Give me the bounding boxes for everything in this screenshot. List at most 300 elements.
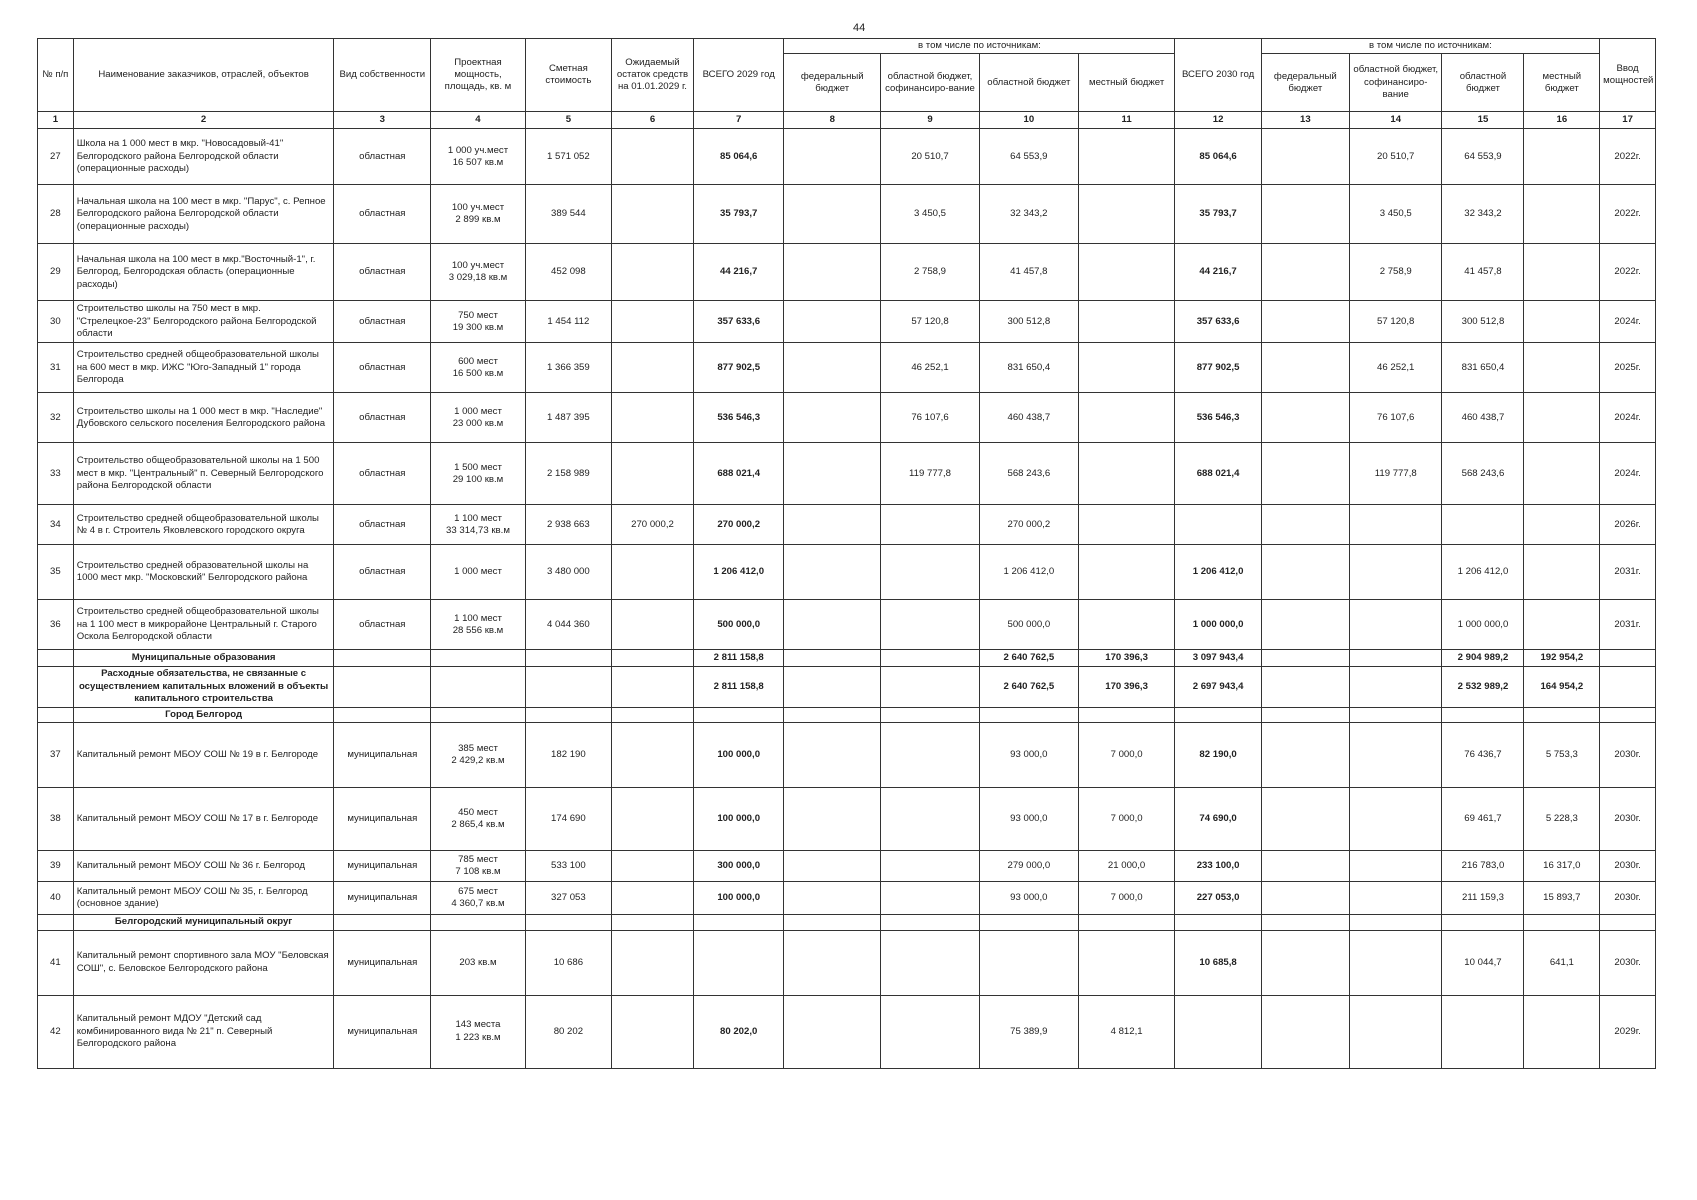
table-cell (1524, 545, 1600, 600)
section-row (38, 915, 1656, 930)
table-cell (1261, 343, 1349, 393)
table-row (38, 301, 1656, 343)
table-cell: 460 438,7 (1442, 393, 1524, 443)
table-cell: областная (334, 393, 431, 443)
table-cell: Строительство школы на 750 мест в мкр. "Стрелецкое-23" Белгородского района Белгородской области (73, 301, 334, 343)
table-cell: 300 000,0 (693, 851, 783, 882)
table-cell: 357 633,6 (1175, 301, 1261, 343)
table-cell (525, 667, 611, 707)
table-cell: 300 512,8 (1442, 301, 1524, 343)
table-cell (784, 505, 881, 545)
table-cell (693, 707, 783, 722)
table-cell: 2024г. (1600, 393, 1656, 443)
table-cell: муниципальная (334, 723, 431, 788)
table-cell: 2 532 989,2 (1442, 667, 1524, 707)
column-number: 8 (784, 112, 881, 129)
table-cell (881, 650, 980, 667)
table-cell: 32 (38, 393, 74, 443)
header-sources-2029: в том числе по источникам: (784, 39, 1175, 54)
table-cell (1349, 707, 1442, 722)
table-cell: Капитальный ремонт МБОУ СОШ № 19 в г. Белгороде (73, 723, 334, 788)
table-cell: 1 000 мест 23 000 кв.м (431, 393, 526, 443)
table-cell (431, 707, 526, 722)
header-federal-2030: федеральный бюджет (1261, 54, 1349, 112)
table-cell: 76 107,6 (881, 393, 980, 443)
table-cell (1261, 505, 1349, 545)
table-cell (611, 343, 693, 393)
table-cell (881, 505, 980, 545)
table-cell: 2 938 663 (525, 505, 611, 545)
table-cell: 40 (38, 882, 74, 915)
table-cell: 500 000,0 (979, 600, 1078, 650)
table-cell: Муниципальные образования (73, 650, 334, 667)
table-cell: 31 (38, 343, 74, 393)
table-row (38, 244, 1656, 301)
table-cell: 1 206 412,0 (693, 545, 783, 600)
table-cell (1261, 443, 1349, 505)
table-cell (611, 393, 693, 443)
table-cell (1261, 788, 1349, 851)
table-cell (979, 707, 1078, 722)
table-cell: 688 021,4 (693, 443, 783, 505)
table-cell (38, 707, 74, 722)
table-cell (611, 650, 693, 667)
table-cell (1524, 343, 1600, 393)
table-cell (1524, 915, 1600, 930)
table-cell: 20 510,7 (1349, 129, 1442, 185)
table-cell (431, 667, 526, 707)
table-cell (1261, 545, 1349, 600)
table-cell: 2 758,9 (1349, 244, 1442, 301)
table-cell: 1 000 000,0 (1175, 600, 1261, 650)
table-cell (784, 788, 881, 851)
table-cell (1524, 443, 1600, 505)
table-cell (1078, 930, 1175, 995)
table-cell (881, 915, 980, 930)
table-cell: 46 252,1 (1349, 343, 1442, 393)
section-row (38, 707, 1656, 722)
table-cell: 182 190 (525, 723, 611, 788)
table-cell (784, 129, 881, 185)
table-cell: Город Белгород (73, 707, 334, 722)
table-cell (1078, 129, 1175, 185)
table-cell: 15 893,7 (1524, 882, 1600, 915)
header-commission: Ввод мощностей (1600, 39, 1656, 112)
table-cell (784, 343, 881, 393)
column-number: 7 (693, 112, 783, 129)
table-cell: 2 904 989,2 (1442, 650, 1524, 667)
header-ownership: Вид собственности (334, 39, 431, 112)
table-cell: 2031г. (1600, 545, 1656, 600)
table-cell (334, 650, 431, 667)
table-cell: 44 216,7 (1175, 244, 1261, 301)
column-number: 9 (881, 112, 980, 129)
table-cell (334, 915, 431, 930)
table-row (38, 788, 1656, 851)
table-cell: Начальная школа на 100 мест в мкр."Восточный-1", г. Белгород, Белгородская область (операционные расходы) (73, 244, 334, 301)
table-cell (1349, 882, 1442, 915)
table-cell (784, 723, 881, 788)
table-cell (1349, 723, 1442, 788)
header-regional-cofin-2030: областной бюджет, софинансиро-вание (1349, 54, 1442, 112)
table-cell (1261, 244, 1349, 301)
table-cell (38, 667, 74, 707)
table-cell: Строительство средней общеобразовательной школы на 600 мест в мкр. ИЖС "Юго-Западный 1" города Белгорода (73, 343, 334, 393)
table-cell: 2 811 158,8 (693, 667, 783, 707)
table-cell: 64 553,9 (1442, 129, 1524, 185)
table-cell: 2022г. (1600, 129, 1656, 185)
table-cell: Строительство средней общеобразовательной школы № 4 в г. Строитель Яковлевского городского округа (73, 505, 334, 545)
column-number: 14 (1349, 112, 1442, 129)
table-cell: 831 650,4 (1442, 343, 1524, 393)
header-federal-2029: федеральный бюджет (784, 54, 881, 112)
table-cell (1261, 393, 1349, 443)
table-cell: 2022г. (1600, 244, 1656, 301)
header-total-2029: ВСЕГО 2029 год (693, 39, 783, 112)
table-cell: 1 500 мест 29 100 кв.м (431, 443, 526, 505)
page-number: 44 (853, 22, 866, 34)
table-cell: 7 000,0 (1078, 788, 1175, 851)
table-cell: 170 396,3 (1078, 650, 1175, 667)
table-cell: 1 000 уч.мест 16 507 кв.м (431, 129, 526, 185)
table-row (38, 505, 1656, 545)
header-local-2029: местный бюджет (1078, 54, 1175, 112)
column-number: 6 (611, 112, 693, 129)
table-cell: 27 (38, 129, 74, 185)
table-cell: 100 уч.мест 2 899 кв.м (431, 185, 526, 244)
table-cell (979, 915, 1078, 930)
table-cell (611, 882, 693, 915)
table-cell: 2031г. (1600, 600, 1656, 650)
table-cell: 4 044 360 (525, 600, 611, 650)
table-cell: Белгородский муниципальный округ (73, 915, 334, 930)
table-cell: 85 064,6 (1175, 129, 1261, 185)
table-cell: 69 461,7 (1442, 788, 1524, 851)
table-cell: 2030г. (1600, 930, 1656, 995)
table-cell (1524, 393, 1600, 443)
table-cell: 2 640 762,5 (979, 667, 1078, 707)
table-cell: 100 000,0 (693, 723, 783, 788)
table-cell (881, 788, 980, 851)
table-cell (784, 600, 881, 650)
table-cell: 1 487 395 (525, 393, 611, 443)
table-cell: 74 690,0 (1175, 788, 1261, 851)
table-cell: 2 758,9 (881, 244, 980, 301)
table-cell (784, 915, 881, 930)
table-cell: областная (334, 301, 431, 343)
table-cell: 76 107,6 (1349, 393, 1442, 443)
table-cell: 2 697 943,4 (1175, 667, 1261, 707)
table-cell (784, 244, 881, 301)
table-cell (881, 930, 980, 995)
table-cell: 82 190,0 (1175, 723, 1261, 788)
table-cell: 93 000,0 (979, 882, 1078, 915)
table-cell (611, 244, 693, 301)
table-cell: 10 685,8 (1175, 930, 1261, 995)
table-cell (1175, 915, 1261, 930)
table-cell: 1 454 112 (525, 301, 611, 343)
table-cell (1078, 244, 1175, 301)
table-cell (1261, 995, 1349, 1068)
table-row (38, 185, 1656, 244)
table-cell: 2024г. (1600, 301, 1656, 343)
table-cell (611, 545, 693, 600)
table-cell (525, 650, 611, 667)
table-cell: 100 000,0 (693, 882, 783, 915)
table-row (38, 443, 1656, 505)
table-cell (693, 915, 783, 930)
table-cell (38, 650, 74, 667)
table-cell (1175, 995, 1261, 1068)
table-cell: 143 места 1 223 кв.м (431, 995, 526, 1068)
table-cell: Строительство школы на 1 000 мест в мкр. "Наследие" Дубовского сельского поселения Белгородского района (73, 393, 334, 443)
table-cell: 35 793,7 (693, 185, 783, 244)
column-number: 3 (334, 112, 431, 129)
table-cell (1524, 505, 1600, 545)
table-cell (881, 851, 980, 882)
table-cell: 270 000,2 (693, 505, 783, 545)
table-cell: 785 мест 7 108 кв.м (431, 851, 526, 882)
table-cell (1349, 788, 1442, 851)
table-cell: 1 000 мест (431, 545, 526, 600)
table-cell (881, 545, 980, 600)
table-cell (1261, 915, 1349, 930)
table-cell (1524, 600, 1600, 650)
table-cell: 35 (38, 545, 74, 600)
table-cell: 389 544 (525, 185, 611, 244)
table-row (38, 343, 1656, 393)
table-cell (611, 185, 693, 244)
table-cell: муниципальная (334, 788, 431, 851)
table-cell: 100 000,0 (693, 788, 783, 851)
table-cell: 93 000,0 (979, 723, 1078, 788)
column-number: 11 (1078, 112, 1175, 129)
table-cell (1349, 930, 1442, 995)
table-body (38, 129, 1656, 1068)
table-row (38, 129, 1656, 185)
table-cell (1078, 393, 1175, 443)
table-cell (784, 393, 881, 443)
column-number: 1 (38, 112, 74, 129)
investment-table (37, 38, 1656, 1069)
column-number: 4 (431, 112, 526, 129)
table-cell (1442, 995, 1524, 1068)
table-cell: 21 000,0 (1078, 851, 1175, 882)
table-cell: 28 (38, 185, 74, 244)
table-cell: 4 812,1 (1078, 995, 1175, 1068)
table-cell (881, 707, 980, 722)
table-cell: 5 753,3 (1524, 723, 1600, 788)
table-cell (784, 185, 881, 244)
table-cell: 42 (38, 995, 74, 1068)
table-cell (611, 707, 693, 722)
header-sources-2030: в том числе по источникам: (1261, 39, 1600, 54)
table-cell (1078, 545, 1175, 600)
table-cell: 38 (38, 788, 74, 851)
table-cell: муниципальная (334, 882, 431, 915)
table-cell: 600 мест 16 500 кв.м (431, 343, 526, 393)
table-cell: 675 мест 4 360,7 кв.м (431, 882, 526, 915)
table-cell (431, 650, 526, 667)
table-cell: 29 (38, 244, 74, 301)
table-cell: 327 053 (525, 882, 611, 915)
table-cell (1524, 244, 1600, 301)
table-cell (784, 930, 881, 995)
table-row (38, 723, 1656, 788)
header-local-2030: местный бюджет (1524, 54, 1600, 112)
table-cell: 1 206 412,0 (979, 545, 1078, 600)
table-cell (611, 930, 693, 995)
table-cell (1261, 129, 1349, 185)
table-cell (1175, 707, 1261, 722)
table-cell: Начальная школа на 100 мест в мкр. "Парус", с. Репное Белгородского района Белгородской области (операционные расходы) (73, 185, 334, 244)
table-cell (881, 995, 980, 1068)
table-cell: 2030г. (1600, 882, 1656, 915)
table-cell: 279 000,0 (979, 851, 1078, 882)
table-cell (784, 667, 881, 707)
table-cell: 877 902,5 (1175, 343, 1261, 393)
table-cell: 452 098 (525, 244, 611, 301)
table-cell: 2 811 158,8 (693, 650, 783, 667)
table-cell (784, 882, 881, 915)
table-cell: 3 097 943,4 (1175, 650, 1261, 667)
table-cell (611, 995, 693, 1068)
table-cell: 192 954,2 (1524, 650, 1600, 667)
column-number: 17 (1600, 112, 1656, 129)
table-cell (1524, 995, 1600, 1068)
table-cell: 270 000,2 (611, 505, 693, 545)
table-cell: 41 457,8 (1442, 244, 1524, 301)
header-name: Наименование заказчиков, отраслей, объектов (73, 39, 334, 112)
table-row (38, 600, 1656, 650)
table-cell: Строительство средней образовательной школы на 1000 мест мкр. "Московский" Белгородского района (73, 545, 334, 600)
table-cell (611, 723, 693, 788)
table-row (38, 851, 1656, 882)
table-cell: 7 000,0 (1078, 882, 1175, 915)
table-cell (1600, 650, 1656, 667)
column-number: 13 (1261, 112, 1349, 129)
table-cell: 100 уч.мест 3 029,18 кв.м (431, 244, 526, 301)
table-cell: 10 686 (525, 930, 611, 995)
header-total-2030: ВСЕГО 2030 год (1175, 39, 1261, 112)
table-cell (1349, 545, 1442, 600)
table-cell (881, 600, 980, 650)
table-cell (1261, 650, 1349, 667)
table-cell: 1 206 412,0 (1175, 545, 1261, 600)
header-regional-cofin-2029: областной бюджет, софинансиро-вание (881, 54, 980, 112)
table-cell (1261, 301, 1349, 343)
table-cell (1261, 882, 1349, 915)
table-cell: Строительство средней общеобразовательной школы на 1 100 мест в микрорайоне Центральный г. Старого Оскола Белгородской области (73, 600, 334, 650)
table-cell (1600, 707, 1656, 722)
table-cell: 170 396,3 (1078, 667, 1175, 707)
table-cell: 500 000,0 (693, 600, 783, 650)
table-cell (611, 915, 693, 930)
table-cell (1078, 600, 1175, 650)
table-cell (525, 707, 611, 722)
table-cell (1078, 443, 1175, 505)
table-cell (1078, 343, 1175, 393)
table-cell: 1 100 мест 28 556 кв.м (431, 600, 526, 650)
header-num: № п/п (38, 39, 74, 112)
table-cell: 41 457,8 (979, 244, 1078, 301)
table-row (38, 393, 1656, 443)
table-cell: 32 343,2 (979, 185, 1078, 244)
table-cell: 568 243,6 (979, 443, 1078, 505)
table-cell (1349, 600, 1442, 650)
header-remaining: Ожидаемый остаток средств на 01.01.2029 г. (611, 39, 693, 112)
table-cell (1261, 600, 1349, 650)
table-cell (693, 930, 783, 995)
table-cell: 80 202,0 (693, 995, 783, 1068)
table-cell: Капитальный ремонт спортивного зала МОУ "Беловская СОШ", с. Беловское Белгородского района (73, 930, 334, 995)
table-cell: Капитальный ремонт МДОУ "Детский сад комбинированного вида № 21" п. Северный Белгородского района (73, 995, 334, 1068)
table-cell (1349, 505, 1442, 545)
table-cell (611, 301, 693, 343)
table-cell: муниципальная (334, 851, 431, 882)
table-cell: 300 512,8 (979, 301, 1078, 343)
summary-row (38, 650, 1656, 667)
column-number: 5 (525, 112, 611, 129)
table-cell (1261, 723, 1349, 788)
table-cell: Расходные обязательства, не связанные с осуществлением капитальных вложений в объекты капитального строительства (73, 667, 334, 707)
table-cell: 64 553,9 (979, 129, 1078, 185)
header-capacity: Проектная мощность, площадь, кв. м (431, 39, 526, 112)
table-cell: 57 120,8 (881, 301, 980, 343)
table-cell: 44 216,7 (693, 244, 783, 301)
table-cell (881, 882, 980, 915)
table-cell: 2026г. (1600, 505, 1656, 545)
table-cell: областная (334, 185, 431, 244)
table-row (38, 995, 1656, 1068)
table-cell: 34 (38, 505, 74, 545)
table-cell (1349, 667, 1442, 707)
table-cell: 2025г. (1600, 343, 1656, 393)
table-cell: 385 мест 2 429,2 кв.м (431, 723, 526, 788)
column-number-row (38, 112, 1656, 129)
table-cell: 877 902,5 (693, 343, 783, 393)
table-cell: 36 (38, 600, 74, 650)
table-cell: областная (334, 505, 431, 545)
table-cell: 16 317,0 (1524, 851, 1600, 882)
table-cell: областная (334, 545, 431, 600)
table-cell (1261, 667, 1349, 707)
table-cell (784, 851, 881, 882)
table-cell (979, 930, 1078, 995)
table-cell (611, 443, 693, 505)
table-cell: 1 206 412,0 (1442, 545, 1524, 600)
table-cell: 174 690 (525, 788, 611, 851)
table-cell (1524, 301, 1600, 343)
table-cell: 80 202 (525, 995, 611, 1068)
table-cell: 568 243,6 (1442, 443, 1524, 505)
table-cell: 93 000,0 (979, 788, 1078, 851)
table-cell: 641,1 (1524, 930, 1600, 995)
table-cell: 211 159,3 (1442, 882, 1524, 915)
table-cell: 750 мест 19 300 кв.м (431, 301, 526, 343)
table-row (38, 882, 1656, 915)
table-cell: 10 044,7 (1442, 930, 1524, 995)
table-cell: 20 510,7 (881, 129, 980, 185)
table-cell: 2022г. (1600, 185, 1656, 244)
table-cell: Капитальный ремонт МБОУ СОШ № 36 г. Белгород (73, 851, 334, 882)
table-cell: Строительство общеобразовательной школы на 1 500 мест в мкр. "Центральный" п. Северный Белгородского района Белгородской области (73, 443, 334, 505)
table-cell: 2030г. (1600, 851, 1656, 882)
table-cell (611, 129, 693, 185)
table-cell (1261, 707, 1349, 722)
table-cell (784, 545, 881, 600)
table-cell: 831 650,4 (979, 343, 1078, 393)
